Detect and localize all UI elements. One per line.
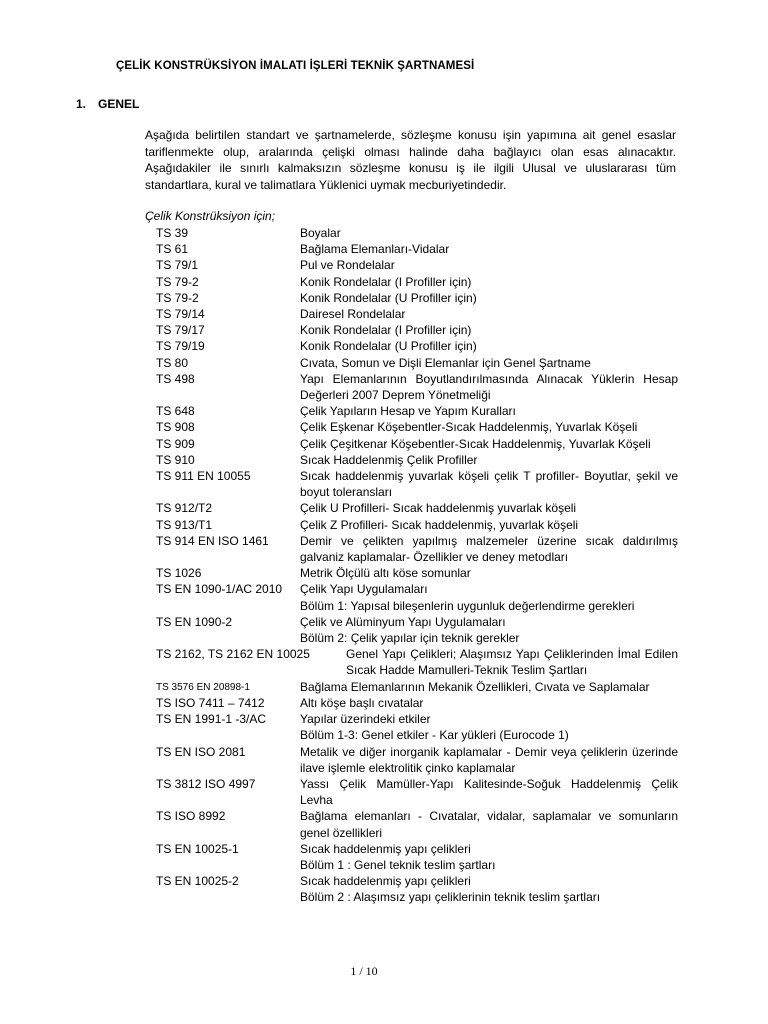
standard-row — [156, 744, 678, 776]
standard-code: TS 3812 ISO 4997 — [156, 776, 256, 791]
standard-code: TS 914 EN ISO 1461 — [156, 533, 269, 548]
standard-row — [156, 581, 678, 613]
standard-row — [156, 290, 678, 306]
standards-subheading: Çelik Konstrüksiyon için; — [145, 209, 276, 223]
standard-code: TS 913/T1 — [156, 517, 213, 532]
standard-code: TS 79/17 — [156, 323, 205, 338]
standard-description — [300, 581, 678, 613]
standard-row — [156, 306, 678, 322]
standard-description — [300, 744, 678, 776]
standard-code: TS ISO 7411 – 7412 — [156, 695, 265, 710]
standard-description — [300, 306, 678, 322]
standard-code: TS EN 1090-1/AC 2010 — [156, 582, 283, 597]
standard-description-line: Çelik U Profilleri- Sıcak haddelenmiş yuvarlak köşeli — [300, 501, 577, 516]
standard-description-line: Bağlama Elemanlarının Mekanik Özellikleri, Cıvata ve Saplamalar — [300, 679, 650, 694]
standard-row — [156, 500, 678, 516]
standard-description — [300, 419, 678, 435]
standard-code: TS 909 — [156, 436, 195, 451]
standard-description-line: Çelik Eşkenar Köşebentler-Sıcak Haddelenmiş, Yuvarlak Köşeli — [300, 420, 638, 435]
standard-description — [300, 436, 678, 452]
standard-description-line: Sıcak haddelenmiş yuvarlak köşeli çelik T profiller- Boyutlar, şekil ve boyut toleransları — [300, 469, 678, 500]
standard-description-line: Çelik Yapı Uygulamaları — [300, 582, 428, 597]
standard-description-line: Boyalar — [300, 226, 341, 240]
standard-description — [300, 711, 678, 743]
standard-description-line: Yassı Çelik Mamüller-Yapı Kalitesinde-Soğuk Haddelenmiş Çelik Levha — [300, 776, 678, 808]
standard-row — [156, 257, 678, 273]
standard-description — [300, 808, 678, 840]
standard-row — [156, 274, 678, 290]
standard-code: TS 912/T2 — [156, 501, 213, 516]
standard-row — [156, 565, 678, 581]
standard-description-line: Çelik ve Alüminyum Yapı Uygulamaları — [300, 614, 506, 629]
standard-description — [300, 338, 678, 354]
standard-code: TS 79/14 — [156, 307, 205, 322]
page-number: 1 / 10 — [350, 964, 378, 978]
standard-code: TS 39 — [156, 226, 189, 240]
standard-code: TS EN 10025-2 — [156, 874, 239, 889]
standard-description — [300, 776, 678, 808]
standard-description — [300, 679, 678, 695]
standard-description — [300, 274, 678, 290]
standard-code: TS 3576 EN 20898-1 — [156, 681, 250, 693]
standard-row — [156, 468, 678, 500]
standard-description — [300, 371, 678, 403]
intro-paragraph: Aşağıda belirtilen standart ve şartnamelerde, sözleşme konusu işin yapımına ait genel esaslar tariflenmekte olup, aralarında çelişki olması halinde daha bağlayıcı olan esas alınacaktır. Aşağıdakiler ile sınırlı kalmaksızın sözleşme konusu iş ile ilgili Ulusal ve uluslararası tüm standartlara, kural ve talimatlara Yüklenici uymak mecburiyetindedir. — [145, 128, 676, 192]
standard-description-line: Bölüm 1: Yapısal bileşenlerin uygunluk değerlendirme gerekleri — [300, 598, 635, 613]
standard-description — [300, 468, 678, 500]
standard-description-line: Konik Rondelalar (U Profiller için) — [300, 339, 477, 354]
standard-description — [300, 614, 678, 646]
section-title: GENEL — [98, 97, 140, 111]
standard-description-line: Dairesel Rondelalar — [300, 307, 406, 322]
standard-description — [300, 403, 678, 419]
standard-description-line: Çelik Z Profilleri- Sıcak haddelenmiş, yuvarlak köşeli — [300, 517, 579, 532]
standard-row — [156, 695, 678, 711]
standard-description-line: Sıcak haddelenmiş yapı çelikleri — [300, 841, 471, 856]
section-number: 1. — [76, 97, 87, 111]
standard-row — [156, 873, 678, 905]
standard-description-line: Bağlama Elemanları-Vidalar — [300, 242, 450, 257]
standard-row — [156, 711, 678, 743]
standard-row — [156, 841, 678, 873]
standard-description — [300, 565, 678, 581]
standard-description-line: Bağlama elemanları - Cıvatalar, vidalar, saplamalar ve somunların genel özellikleri — [300, 809, 678, 840]
standard-description — [300, 257, 678, 273]
standard-row — [156, 517, 678, 533]
standard-description-line: Altı köşe başlı cıvatalar — [300, 695, 424, 710]
standard-description-line: Çelik Çeşitkenar Köşebentler-Sıcak Haddelenmiş, Yuvarlak Köşeli — [300, 436, 651, 451]
standard-description — [300, 841, 678, 873]
standard-description — [300, 517, 678, 533]
standard-row — [156, 533, 678, 565]
standard-row — [156, 225, 678, 241]
standard-description-line: Konik Rondelalar (I Profiller için) — [300, 323, 472, 338]
document-title: ÇELİK KONSTRÜKSİYON İMALATI İŞLERİ TEKNİK ŞARTNAMESİ — [116, 60, 475, 72]
standard-description — [300, 452, 678, 468]
standard-code: TS EN ISO 2081 — [156, 744, 246, 759]
standard-code: TS 498 — [156, 371, 195, 386]
standard-row — [156, 808, 678, 840]
standard-description-line: Konik Rondelalar (I Profiller için) — [300, 274, 472, 289]
standard-code: TS ISO 8992 — [156, 809, 226, 824]
standard-code: TS 1026 — [156, 566, 202, 581]
standard-row — [156, 776, 678, 808]
standard-description-line: Çelik Yapıların Hesap ve Yapım Kuralları — [300, 404, 516, 419]
standard-description-line: Metrik Ölçülü altı köse somunlar — [300, 566, 471, 581]
standard-code: TS 908 — [156, 420, 195, 435]
standard-row — [156, 403, 678, 419]
standard-row — [156, 241, 678, 257]
standard-description-line: Bölüm 1 : Genel teknik teslim şartları — [300, 857, 496, 872]
standard-code: TS 2162, TS 2162 EN 10025 — [156, 647, 310, 662]
standard-code: TS EN 1090-2 — [156, 614, 233, 629]
standard-description-line: Bölüm 1-3: Genel etkiler - Kar yükleri (Eurocode 1) — [300, 728, 569, 743]
standard-description-line: Yapı Elemanlarının Boyutlandırılmasında Alınacak Yüklerin Hesap Değerleri 2007 Deprem Yönetmeliği — [300, 371, 678, 403]
standards-list — [156, 225, 678, 906]
standard-description — [300, 355, 678, 371]
standard-description — [300, 225, 678, 241]
standard-description — [300, 290, 678, 306]
standard-description — [300, 500, 678, 516]
standard-code: TS 79-2 — [156, 274, 199, 289]
standard-description-line: Demir ve çelikten yapılmış malzemeler üzerine sıcak daldırılmış galvaniz kaplamalar- Özellikler ve deney metodları — [300, 533, 678, 565]
standard-code: TS 80 — [156, 355, 189, 370]
standard-description-line: Konik Rondelalar (U Profiller için) — [300, 290, 477, 305]
standard-row — [156, 436, 678, 452]
standard-code: TS 79/1 — [156, 258, 199, 273]
standard-code: TS 61 — [156, 242, 189, 257]
standard-description-line: Sıcak Haddelenmiş Çelik Profiller — [300, 452, 478, 467]
standard-description-line: Metalik ve diğer inorganik kaplamalar - Demir veya çeliklerin üzerinde ilave işlemle elektrolitik çinko kaplamalar — [300, 744, 678, 775]
standard-description — [300, 695, 678, 711]
standard-code: TS 79-2 — [156, 290, 199, 305]
standard-description-line: Yapılar üzerindeki etkiler — [300, 712, 431, 727]
standard-code: TS 79/19 — [156, 339, 205, 354]
standard-description-line: Bölüm 2: Çelik yapılar için teknik gerekler — [300, 631, 520, 646]
standard-row — [156, 646, 678, 678]
standard-row — [156, 371, 678, 403]
standard-row — [156, 338, 678, 354]
standard-code: TS EN 10025-1 — [156, 841, 239, 856]
standard-code: TS EN 1991-1 -3/AC — [156, 712, 267, 727]
standard-row — [156, 355, 678, 371]
standard-description — [300, 322, 678, 338]
standard-description — [300, 533, 678, 565]
standard-row — [156, 679, 678, 695]
standard-description-line: Bölüm 2 : Alaşımsız yapı çeliklerinin teknik teslim şartları — [300, 890, 601, 905]
standard-description-line: Pul ve Rondelalar — [300, 258, 395, 273]
standard-code: TS 910 — [156, 452, 195, 467]
standard-row — [156, 322, 678, 338]
standard-description-line: Genel Yapı Çelikleri; Alaşımsız Yapı Çeliklerinden İmal Edilen Sıcak Hadde Mamulleri-Teknik Teslim Şartları — [346, 647, 678, 678]
standard-code: TS 911 EN 10055 — [156, 469, 251, 484]
section-heading — [76, 97, 139, 111]
standard-description — [300, 873, 678, 905]
standard-code: TS 648 — [156, 404, 195, 419]
standard-row — [156, 419, 678, 435]
standard-description — [300, 241, 678, 257]
standard-row — [156, 614, 678, 646]
standard-description — [346, 646, 678, 678]
standard-row — [156, 452, 678, 468]
standard-description-line: Cıvata, Somun ve Dişli Elemanlar için Genel Şartname — [300, 355, 591, 370]
standard-description-line: Sıcak haddelenmiş yapı çelikleri — [300, 874, 471, 889]
